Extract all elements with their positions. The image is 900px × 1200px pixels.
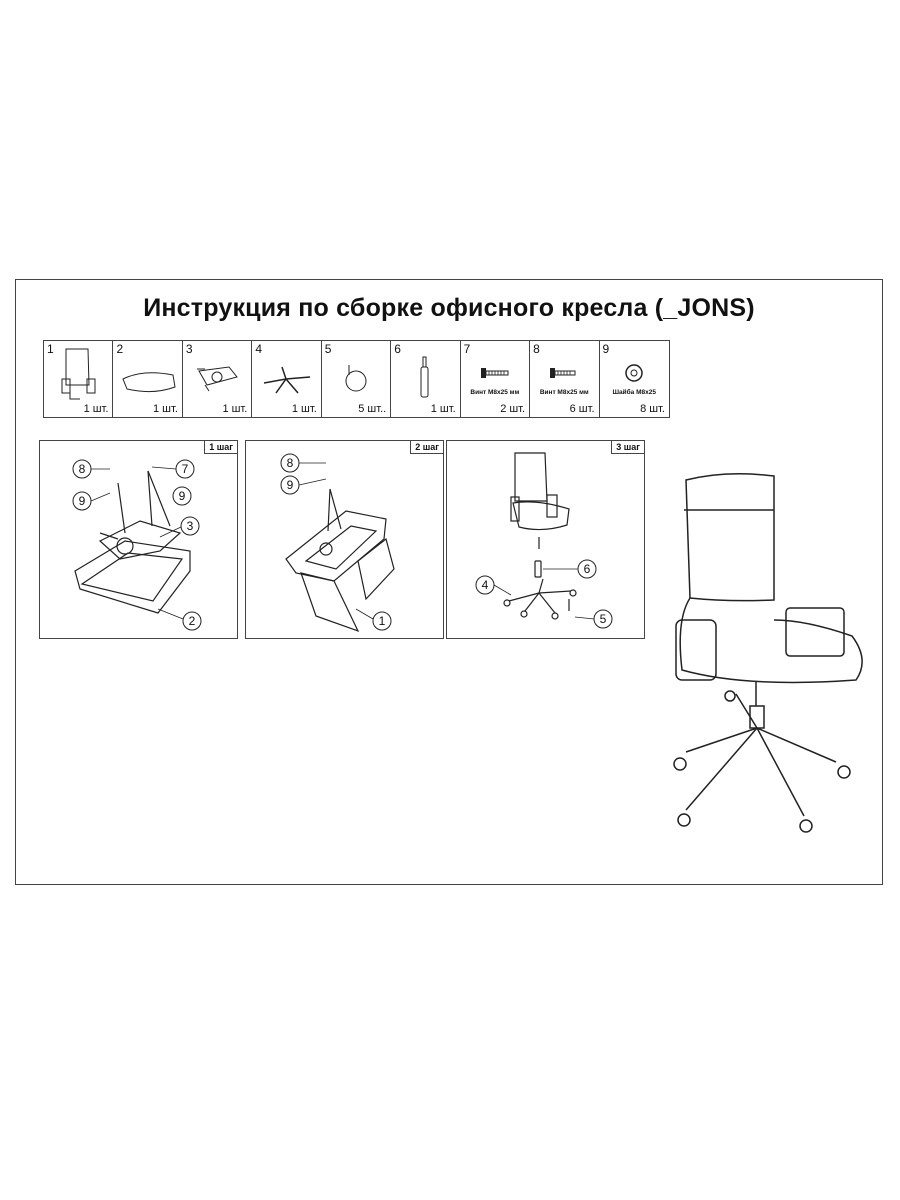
office-chair-illustration	[656, 470, 886, 850]
step-1-diagram	[40, 441, 237, 638]
part-number: 4	[255, 342, 262, 356]
callout-label: 8	[286, 456, 294, 470]
instruction-sheet	[15, 279, 883, 885]
callout-label: 5	[599, 612, 607, 626]
part-number: 6	[394, 342, 401, 356]
part-number: 3	[185, 342, 193, 356]
part-cell-8	[530, 341, 599, 417]
part-caption: Винт М8х25 мм	[539, 389, 589, 396]
part-number: 8	[533, 342, 540, 356]
step-3-panel	[446, 440, 645, 639]
step-tag: 3 шаг	[611, 441, 644, 454]
part-quantity: 1 шт.	[83, 403, 109, 415]
callout-label: 9	[78, 494, 86, 508]
part-number: 5	[324, 342, 332, 356]
step-tag: 2 шаг	[410, 441, 443, 454]
callout-label: 8	[78, 462, 86, 476]
callout-label: 6	[583, 562, 591, 576]
callout-label: 3	[186, 519, 194, 533]
part-number: 2	[116, 342, 124, 356]
step-2-diagram	[246, 441, 443, 638]
part-quantity: 2 шт.	[500, 403, 526, 415]
part-quantity: 1 шт.	[291, 403, 317, 415]
part-quantity: 1 шт.	[430, 403, 456, 415]
parts-table	[43, 340, 670, 418]
page-title: Инструкция по сборке офисного кресла (_JONS)	[143, 294, 755, 322]
part-cell-4	[252, 341, 321, 417]
step-1-panel	[39, 440, 238, 639]
part-number: 7	[463, 342, 471, 356]
callout-label: 1	[378, 614, 386, 628]
part-quantity: 1 шт.	[222, 403, 248, 415]
callout-label: 4	[481, 578, 489, 592]
part-cell-2	[113, 341, 182, 417]
part-caption: Шайба М8х25	[612, 389, 656, 396]
callout-label: 7	[181, 462, 189, 476]
part-cell-6	[391, 341, 460, 417]
step-3-diagram	[447, 441, 644, 638]
part-quantity: 6 шт.	[569, 403, 595, 415]
callout-label: 9	[178, 489, 186, 503]
part-quantity: 5 шт..	[358, 403, 387, 415]
part-caption: Винт М8х25 мм	[470, 389, 520, 396]
part-cell-1	[44, 341, 113, 417]
part-number: 1	[47, 342, 54, 356]
part-cell-5	[322, 341, 391, 417]
callout-label: 2	[188, 614, 196, 628]
part-quantity: 1 шт.	[153, 403, 178, 415]
part-cell-7	[461, 341, 530, 417]
step-tag: 1 шаг	[204, 441, 237, 454]
part-number: 9	[602, 342, 610, 356]
callout-label: 9	[286, 478, 294, 492]
step-2-panel	[245, 440, 444, 639]
part-quantity: 8 шт.	[640, 403, 665, 415]
part-cell-3	[183, 341, 252, 417]
part-cell-9	[600, 341, 669, 417]
